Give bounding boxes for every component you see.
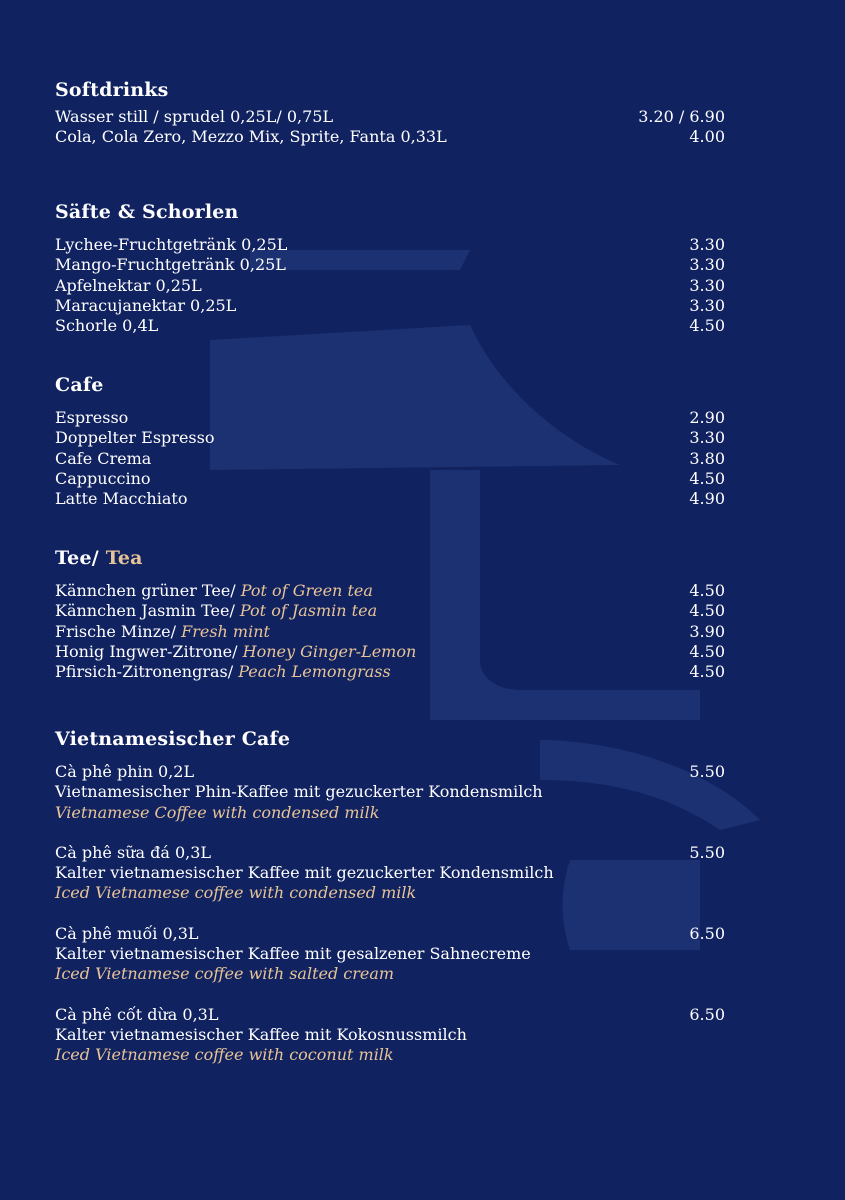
list-item: Espresso 2.90	[55, 408, 725, 427]
list-item: Doppelter Espresso 3.30	[55, 428, 725, 448]
list-item: Honig Ingwer-Zitrone/ Honey Ginger-Lemon 4.50	[55, 641, 725, 661]
list-item: Kännchen grüner Tee/ Pot of Green tea 4.50	[55, 581, 725, 600]
section-title: Vietnamesischer Cafe	[55, 728, 291, 750]
list-item: Cà phê phin 0,2L 5.50 Vietnamesischer Phin-Kaffee mit gezuckerter Kondensmilch Vietnamese Coffee with condensed milk	[55, 762, 725, 822]
cafe-section	[55, 373, 725, 509]
section-title: Softdrinks	[55, 79, 169, 101]
list-item: Cà phê cốt dừa 0,3L 6.50 Kalter vietnamesischer Kaffee mit Kokosnussmilch Iced Vietnamese coffee with coconut milk	[55, 1004, 725, 1065]
list-item: Cappuccino 4.50	[55, 468, 725, 488]
list-item: Cà phê muối 0,3L 6.50 Kalter vietnamesischer Kaffee mit gesalzener Sahnecreme Iced Vietnamese coffee with salted cream	[55, 923, 725, 984]
list-item: Cola, Cola Zero, Mezzo Mix, Sprite, Fanta 0,33L 4.00	[55, 127, 725, 147]
list-item: Schorle 0,4L 4.50	[55, 316, 725, 336]
list-item: Maracujanektar 0,25L 3.30	[55, 295, 725, 315]
viet-cafe-section	[55, 727, 725, 1086]
section-title: Säfte & Schorlen	[55, 201, 239, 223]
list-item: Mango-Fruchtgetränk 0,25L 3.30	[55, 255, 725, 275]
section-title: Tee/ Tea	[55, 547, 143, 569]
list-item: Latte Macchiato 4.90	[55, 489, 725, 509]
list-item: Frische Minze/ Fresh mint 3.90	[55, 621, 725, 641]
softdrinks-section	[55, 78, 725, 148]
list-item: Apfelnektar 0,25L 3.30	[55, 275, 725, 295]
list-item: Wasser still / sprudel 0,25L/ 0,75L 3.20 / 6.90	[55, 107, 725, 126]
list-item: Kännchen Jasmin Tee/ Pot of Jasmin tea 4.50	[55, 601, 725, 621]
list-item: Pfirsich-Zitronengras/ Peach Lemongrass 4.50	[55, 662, 725, 682]
list-item: Lychee-Fruchtgetränk 0,25L 3.30	[55, 235, 725, 254]
list-item: Cà phê sữa đá 0,3L 5.50 Kalter vietnamesischer Kaffee mit gezuckerter Kondensmilch Iced Vietnamese coffee with condensed milk	[55, 842, 725, 903]
section-title: Cafe	[55, 374, 104, 396]
tee-section	[55, 546, 725, 682]
saefte-section	[55, 200, 725, 336]
list-item: Cafe Crema 3.80	[55, 448, 725, 468]
